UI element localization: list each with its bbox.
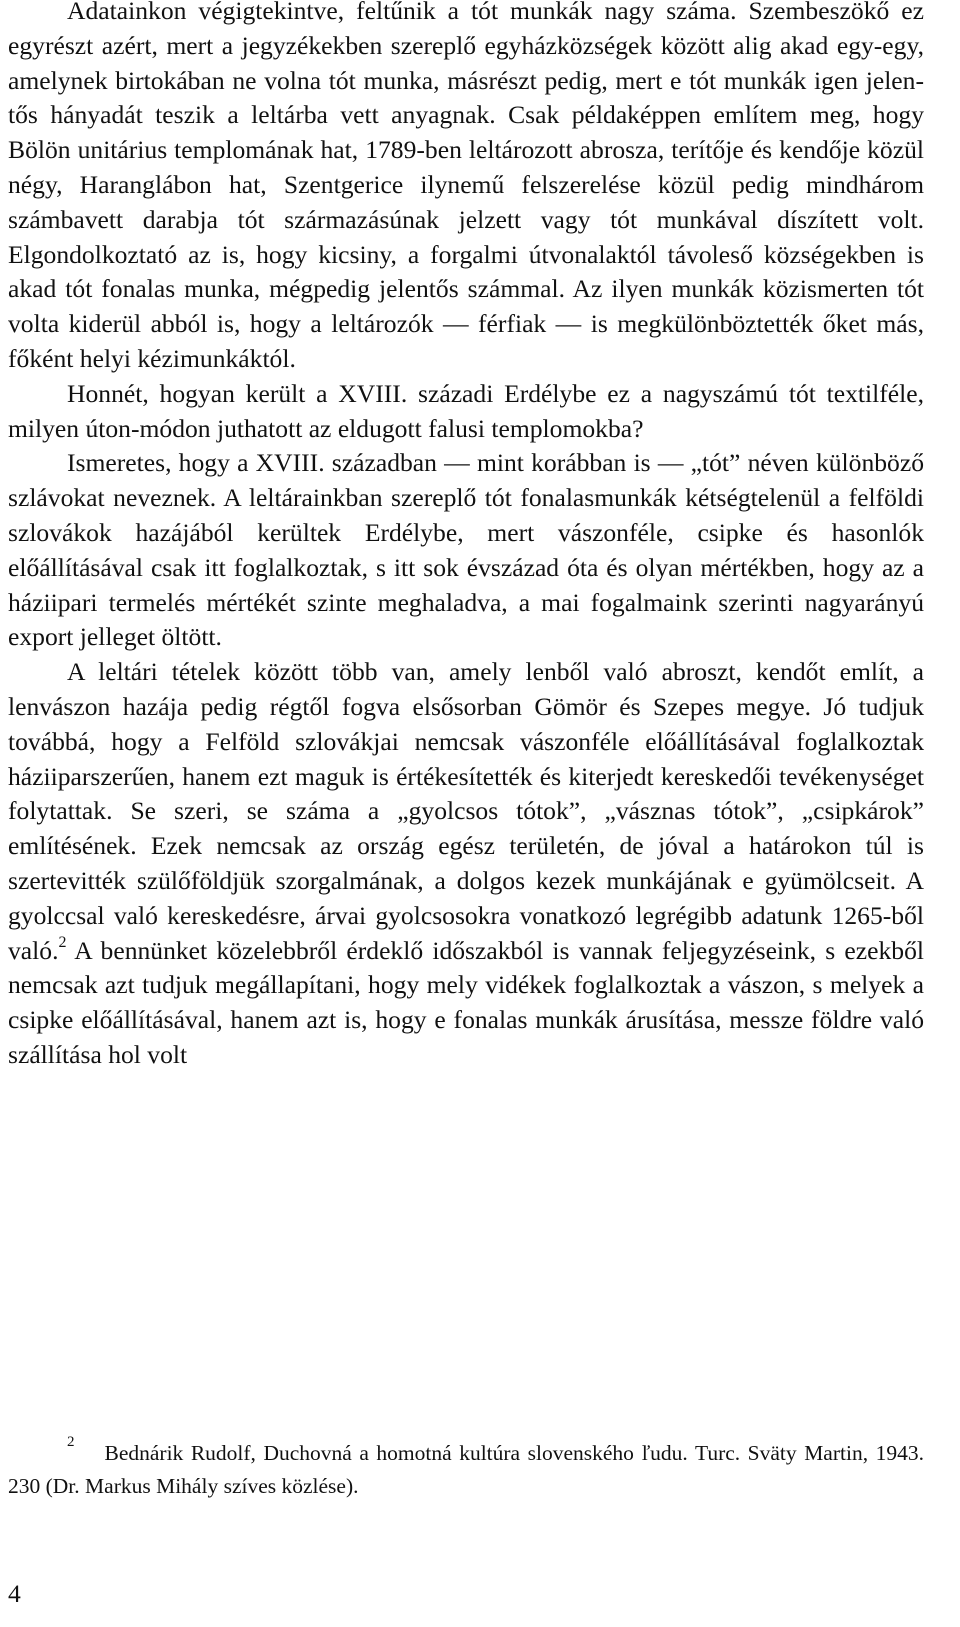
main-text <box>8 0 924 1073</box>
footnote-number: 2 <box>67 1433 75 1450</box>
paragraph-3: Ismeretes, hogy a XVIII. században — mint korábban is — „tót” néven különböző szlávokat neveznek. A leltárainkban szereplő tót fonalasmunkák kétségtelenül a felföldi szlovákok hazájából kerültek Erdélybe, mert vászonféle, csipke és hasonlók előállításával csak itt foglalkoztak, s itt sok évszázad óta és olyan mértékben, hogy az a háziipari termelés mértékét szinte meghaladva, a mai fogalmaink szerinti nagyarányú export jelleget öltött. <box>8 448 924 652</box>
footnote-text: Bednárik Rudolf, Duchovná a homotná kultúra slovenského ľudu. Turc. Sväty Martin, 1943. 230 (Dr. Markus Mihály szíves közlése). <box>8 1441 924 1498</box>
footnote-entry <box>8 1433 924 1503</box>
footnote-reference[interactable]: 2 <box>58 933 67 951</box>
page-number: 4 <box>8 1579 21 1608</box>
paragraph-4 <box>8 655 924 1073</box>
paragraph-2: Honnét, hogyan került a XVIII. századi Erdélybe ez a nagyszámú tót textilféle, milyen úton-módon juthatott az eldugott falusi templomokba? <box>8 378 924 443</box>
footnote <box>8 1433 924 1503</box>
paragraph-4-text-after-reference: A bennünket közelebbről érdeklő időszakból is vannak feljegyzéseink, s ezekből nemcsak azt tudjuk megállapítani, hogy mely vidékek foglalkoztak a vászon, s melyek a csipke előállításával, hanem azt is, hogy e fonalas munkák árusítása, messze földre való szállítása hol volt <box>8 935 924 1069</box>
paragraph-4-text-before-reference: A leltári tételek között több van, amely lenből való abroszt, kendőt említ, a lenvászon hazája pedig régtől fogva elsősorban Gömör és Szepes megye. Jó tudjuk továbbá, hogy a Felföld szlovákjai nemcsak vászonféle előállításával foglalkoztak háziiparszerűen, hanem ezt maguk is értékesítették és kiterjedt kereskedői tevékenységet folytattak. Se szeri, se száma a „gyolcsos tótok”, „vásznas tótok”, „csipkárok” említésének. Ezek nemcsak az ország egész területén, de jóval a határokon túl is szertevitték szülőföldjük szorgalmának, a dolgos kezek munkájának e gyümölcseit. A gyolccsal való kereskedésre, árvai gyolcsosokra vonatkozó legrégibb adatunk 1265-ből való. <box>8 657 924 965</box>
paragraph-1: Adatainkon végigtekintve, feltűnik a tót munkák nagy száma. Szembeszökő ez egyrészt azért, mert a jegyzékekben szereplő egyházközségek között alig akad egy-egy, amelynek birtokában ne volna tót munka, másrészt pedig, mert e tót munkák igen jelentős hányadát teszik a leltárba vett anyagnak. Csak példaképpen említem meg, hogy Bölön unitárius templomának hat, 1789-ben leltározott abrosza, terítője és kendője közül négy, Haranglábon hat, Szentgerice ilynemű felszerelése közül pedig mindhárom számbavett darabja tót származásúnak jelzett vagy tót munkával díszített volt. Elgondolkoztató az is, hogy kicsiny, a forgalmi útvonalaktól távoleső községekben is akad tót fonalas munka, mégpedig jelentős számmal. Az ilyen munkák közismerten tót volta kiderül abból is, hogy a leltározók — férfiak — is megkülönböztették őket más, főként helyi kézimunkáktól. <box>8 0 924 373</box>
